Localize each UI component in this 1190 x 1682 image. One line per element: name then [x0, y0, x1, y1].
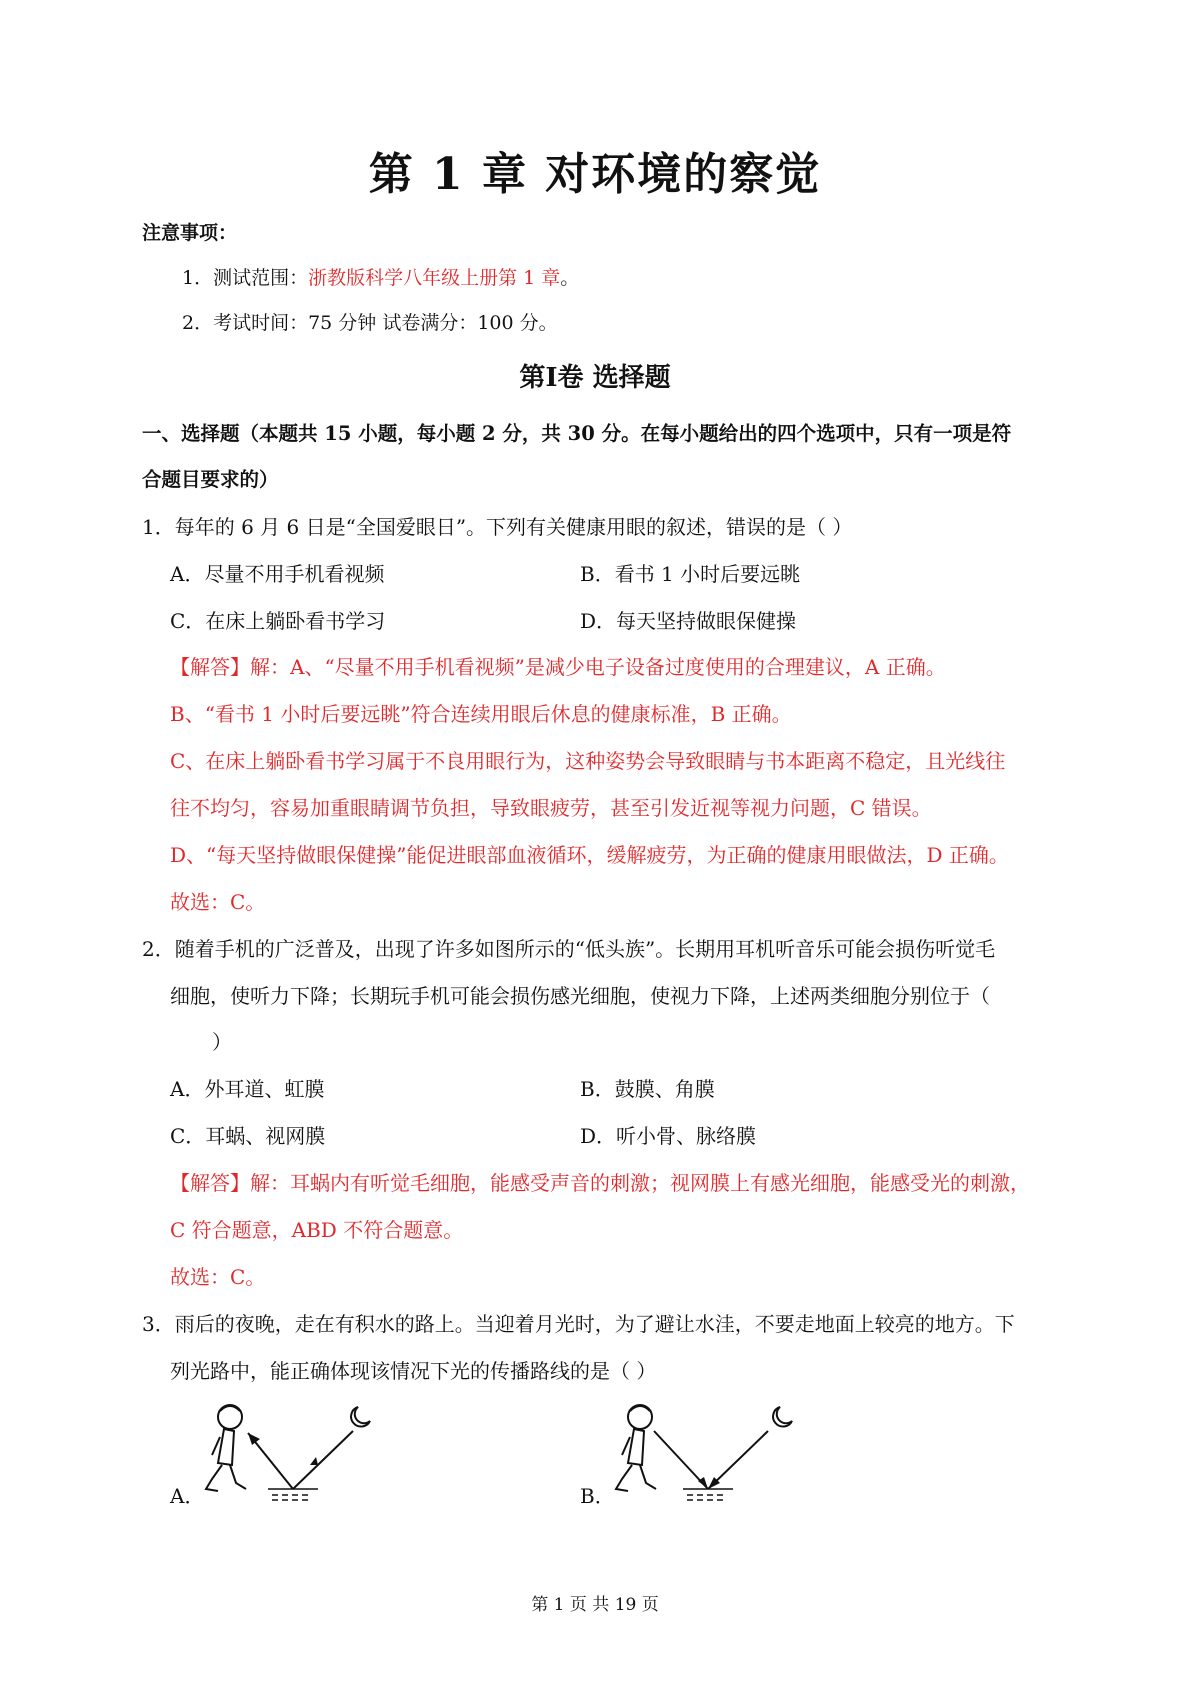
page-title: 第 1 章 对环境的察觉 — [368, 149, 822, 200]
arrowhead-icon — [310, 1457, 318, 1465]
notice-item-1 — [182, 263, 579, 290]
q2-answer-choice: 故选：C。 — [170, 1265, 266, 1289]
q1-answer-line: 【解答】解：A、“尽量不用手机看视频”是减少电子设备过度使用的合理建议，A 正确。 — [170, 655, 946, 679]
question-2-stem: 2．随着手机的广泛普及，出现了许多如图所示的“低头族”。长期用耳机听音乐可能会损伤听觉毛 — [142, 937, 996, 961]
q2-answer-line: C 符合题意，ABD 不符合题意。 — [170, 1218, 464, 1242]
test-scope: 浙教版科学八年级上册第 1 章 — [308, 267, 561, 289]
question-3-stem: 列光路中，能正确体现该情况下光的传播路线的是（ ） — [170, 1359, 657, 1383]
q2-option-b: B．鼓膜、角膜 — [580, 1077, 715, 1101]
page-footer: 第 1 页 共 19 页 — [531, 1595, 659, 1615]
q1-option-b: B．看书 1 小时后要远眺 — [580, 562, 801, 586]
part-heading-line-2: 合题目要求的） — [142, 468, 279, 491]
moon-icon — [351, 1407, 370, 1427]
q1-option-c: C．在床上躺卧看书学习 — [170, 609, 386, 633]
walking-person-icon — [206, 1405, 246, 1491]
water-surface — [683, 1489, 733, 1500]
question-2-stem: ） — [212, 1030, 232, 1054]
incident-ray — [293, 1431, 353, 1489]
section-title: 第Ⅰ卷 选择题 — [519, 363, 671, 393]
water-surface — [268, 1489, 318, 1500]
notice-item-1-prefix: 1．测试范围： — [182, 267, 309, 289]
part-heading-line-1: 一、选择题（本题共 15 小题，每小题 2 分，共 30 分。在每小题给出的四个选项中，只有一项是符 — [142, 422, 1012, 445]
q2-option-a: A．外耳道、虹膜 — [170, 1077, 325, 1101]
q1-answer-line: D、“每天坚持做眼保健操”能促进眼部血液循环，缓解疲劳，为正确的健康用眼做法，D 正确。 — [170, 843, 1009, 867]
q1-answer-line: B、“看书 1 小时后要远眺”符合连续用眼后休息的健康标准，B 正确。 — [170, 702, 792, 726]
notice-item-2: 2．考试时间：75 分钟 试卷满分：100 分。 — [182, 312, 558, 334]
q2-answer-line: 【解答】解：耳蜗内有听觉毛细胞，能感受声音的刺激；视网膜上有感光细胞，能感受光的刺激， — [170, 1171, 1030, 1195]
q1-option-a: A．尽量不用手机看视频 — [170, 562, 385, 586]
notice-heading: 注意事项： — [142, 222, 238, 244]
walking-person-icon — [616, 1405, 656, 1491]
q3-option-b: B． — [580, 1484, 615, 1508]
q3-figure-b — [608, 1393, 798, 1503]
arrowhead-icon — [248, 1433, 260, 1445]
question-2-stem: 细胞，使听力下降；长期玩手机可能会损伤感光细胞，使视力下降，上述两类细胞分别位于（ — [170, 984, 990, 1008]
q3-option-a: A． — [170, 1484, 205, 1508]
q2-option-d: D．听小骨、脉络膜 — [580, 1124, 757, 1148]
notice-item-1-suffix: 。 — [560, 267, 580, 289]
q3-figure-a — [198, 1393, 388, 1503]
q1-answer-choice: 故选：C。 — [170, 890, 266, 914]
moon-icon — [773, 1407, 792, 1427]
q1-answer-line: 往不均匀，容易加重眼睛调节负担，导致眼疲劳，甚至引发近视等视力问题，C 错误。 — [170, 796, 932, 820]
question-1-stem: 1．每年的 6 月 6 日是“全国爱眼日”。下列有关健康用眼的叙述，错误的是（ ） — [142, 515, 853, 539]
q1-answer-line: C、在床上躺卧看书学习属于不良用眼行为，这种姿势会导致眼睛与书本距离不稳定，且光线往 — [170, 749, 1006, 773]
q1-option-d: D．每天坚持做眼保健操 — [580, 609, 797, 633]
question-3-stem: 3．雨后的夜晚，走在有积水的路上。当迎着月光时，为了避让水洼，不要走地面上较亮的地方。下 — [142, 1312, 1015, 1336]
q2-option-c: C．耳蜗、视网膜 — [170, 1124, 326, 1148]
